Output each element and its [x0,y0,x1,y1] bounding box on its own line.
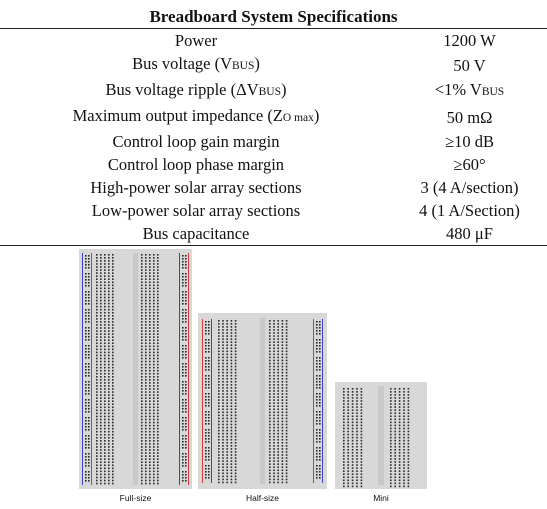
param-text: Maximum output impedance (Z [72,106,283,125]
value-cell: 3 (4 A/section) [420,178,519,197]
value-text: <1% V [434,80,482,99]
value-cell: 4 (1 A/Section) [419,201,520,220]
param-cell: Control loop phase margin [107,155,285,174]
value-cell: 50 V [453,55,486,75]
full-size-breadboard-holes [79,249,192,489]
table-row [0,176,547,199]
value-cell [392,78,547,104]
param-subscript: BUS [258,86,281,98]
table-row [0,104,547,130]
half-size-breadboard-image [198,313,327,489]
value-cell: ≥10 dB [445,132,494,151]
param-cell [0,78,392,104]
param-text: Bus voltage (V [132,54,233,73]
param-cell: High-power solar array sections [90,178,302,197]
value-cell: 50 mΩ [446,107,493,127]
table-title: Breadboard System Specifications [0,6,547,29]
param-cell: Control loop gain margin [112,132,280,151]
full-size-caption: Full-size [119,493,152,503]
table-title-row [0,6,547,29]
table-row [0,222,547,246]
param-text: ) [313,106,320,125]
half-size-breadboard-holes [198,313,327,489]
value-subscript: BUS [481,86,505,98]
param-cell: Bus capacitance [0,222,392,246]
param-subscript: O max [282,112,314,124]
param-text: ) [281,80,287,99]
param-subscript: BUS [232,60,255,72]
table-row [0,52,547,78]
table-row [0,130,547,153]
param-cell [0,52,392,78]
mini-breadboard-holes [335,382,427,489]
param-cell: Power [174,31,218,50]
table-row [0,29,547,53]
full-size-breadboard-image [79,249,192,489]
mini-caption: Mini [373,493,389,503]
value-cell: 1200 W [443,31,496,50]
value-cell: ≥60° [453,155,486,174]
value-cell: 480 μF [392,222,547,246]
spec-table [0,6,547,246]
param-cell [0,104,392,130]
table-row [0,199,547,222]
table-row [0,78,547,104]
table-row [0,153,547,176]
mini-breadboard-image [335,382,427,489]
param-text: ) [254,54,260,73]
param-text: Bus voltage ripple (ΔV [105,80,259,99]
param-cell: Low-power solar array sections [91,201,301,220]
half-size-caption: Half-size [245,493,280,503]
